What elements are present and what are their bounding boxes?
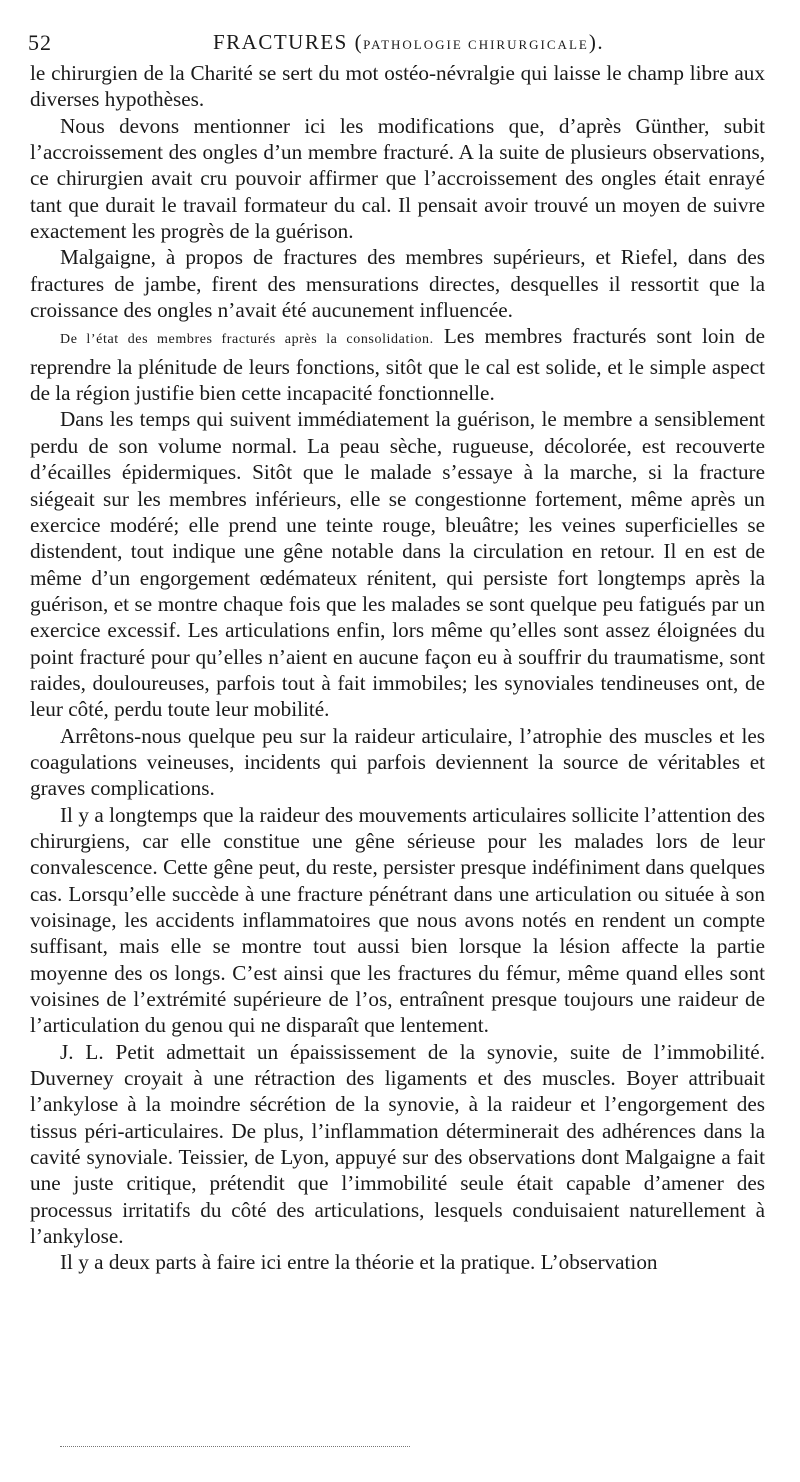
paragraph-text: Les membres fracturés sont loin de reprendre la plénitude de leurs fonctions, sitôt que le cal est solide, et le simple aspect de la région justifie bien cette incapacité fonctionnelle. [30,324,766,406]
body-text [30,60,765,1276]
paragraph-text: le chirurgien de la Charité se sert du mot ostéo-névralgie qui laisse le champ libre aux diverses hypothèses. [30,61,765,112]
paragraph-text: J. L. Petit admettait un épaississement de la synovie, suite de l’immobilité. Duverney croyait à une rétraction des ligaments et des muscles. Boyer attribuait l’ankylose à la moindre sécrétion de la synovie, à la raideur et l’engorgement des tissus péri-articulaires. De plus, l’inflammation déterminerait des adhérences dans la cavité synoviale. Teissier, de Lyon, appuyé sur des observations dont Malgaigne a fait une juste critique, prétendit que l’immobilité seule était capable d’amener des processus irritatifs du côté des articulations, lesquels conduisaient naturellement à l’ankylose. [30,1039,765,1249]
running-title-main: FRACTURES ( [213,30,364,54]
paragraph-text: Malgaigne, à propos de fractures des membres supérieurs, et Riefel, dans des fractures de jambe, firent des mensurations directes, desquelles il ressortit que la croissance des ongles n’avait été aucunement influencée. [30,245,765,323]
paragraph [30,1249,765,1275]
paragraph-text: Il y a deux parts à faire ici entre la théorie et la pratique. L’observation [60,1250,658,1275]
running-title [213,30,604,55]
page-number: 52 [28,30,52,55]
paragraph [30,323,765,406]
running-title-subtitle: PATHOLOGIE CHIRURGICALE [363,37,589,52]
paragraph [30,1039,765,1250]
paragraph [30,802,765,1039]
paragraph [30,60,765,113]
paragraph [30,113,765,245]
paragraph [30,723,765,802]
footer-dotted-rule [60,1446,410,1447]
running-title-end: ). [588,30,605,54]
paragraph-text: Dans les temps qui suivent immédiatement la guérison, le membre a sensiblement perdu de son volume normal. La peau sèche, rugueuse, décolorée, est recouverte d’écailles épidermiques. Sitôt que le malade s’essaye à la marche, si la fracture siégeait sur les membres inférieurs, elle se congestionne fortement, même après un exercice modéré; elle prend une teinte rouge, bleuâtre; les veines superficielles se distendent, tout indique une gêne notable dans la circulation en retour. Il en est de même d’un engorgement œdémateux rénitent, qui persiste fort longtemps après la guérison, et se montre chaque fois que les malades se sont quelque peu fatigués par un exercice excessif. Les articulations enfin, lors même qu’elles sont assez éloignées du point fracturé pour qu’elles n’aient en aucune façon eu à souffrir du traumatisme, sont raides, douloureuses, parfois tout à fait immobiles; les synoviales tendineuses ont, de leur côté, perdu toute leur mobilité. [30,407,765,722]
running-header [28,30,778,56]
paragraph-text: Arrêtons-nous quelque peu sur la raideur articulaire, l’atrophie des muscles et les coagulations veineuses, incidents qui parfois deviennent la source de véritables et graves complications. [30,723,765,801]
paragraph [30,244,765,323]
paragraph [30,406,765,722]
paragraph-text: Nous devons mentionner ici les modifications que, d’après Günther, subit l’accroissement des ongles d’un membre fracturé. A la suite de plusieurs observations, ce chirurgien avait cru pouvoir affirmer que l’accroissement des ongles était enrayé tant que durait le travail formateur du cal. Il pensait avoir trouvé un moyen de suivre exactement les progrès de la guérison. [30,113,765,244]
section-heading: De l’état des membres fracturés après la consolidation. [60,332,434,348]
paragraph-text: Il y a longtemps que la raideur des mouvements articulaires sollicite l’attention des chirurgiens, car elle constitue une gêne sérieuse pour les malades lors de leur convalescence. Cette gêne peut, du reste, persister presque indéfiniment dans quelques cas. Lorsqu’elle succède à une fracture pénétrant dans une articulation ou située à son voisinage, les accidents inflammatoires que nous avons notés en rendent un compte suffisant, mais elle se montre tout aussi bien lorsque la lésion affecte la partie moyenne des os longs. C’est ainsi que les fractures du fémur, même quand elles sont voisines de l’extrémité supérieure de l’os, entraînent presque toujours une raideur de l’articulation du genou qui ne disparaît que lentement. [30,802,765,1038]
